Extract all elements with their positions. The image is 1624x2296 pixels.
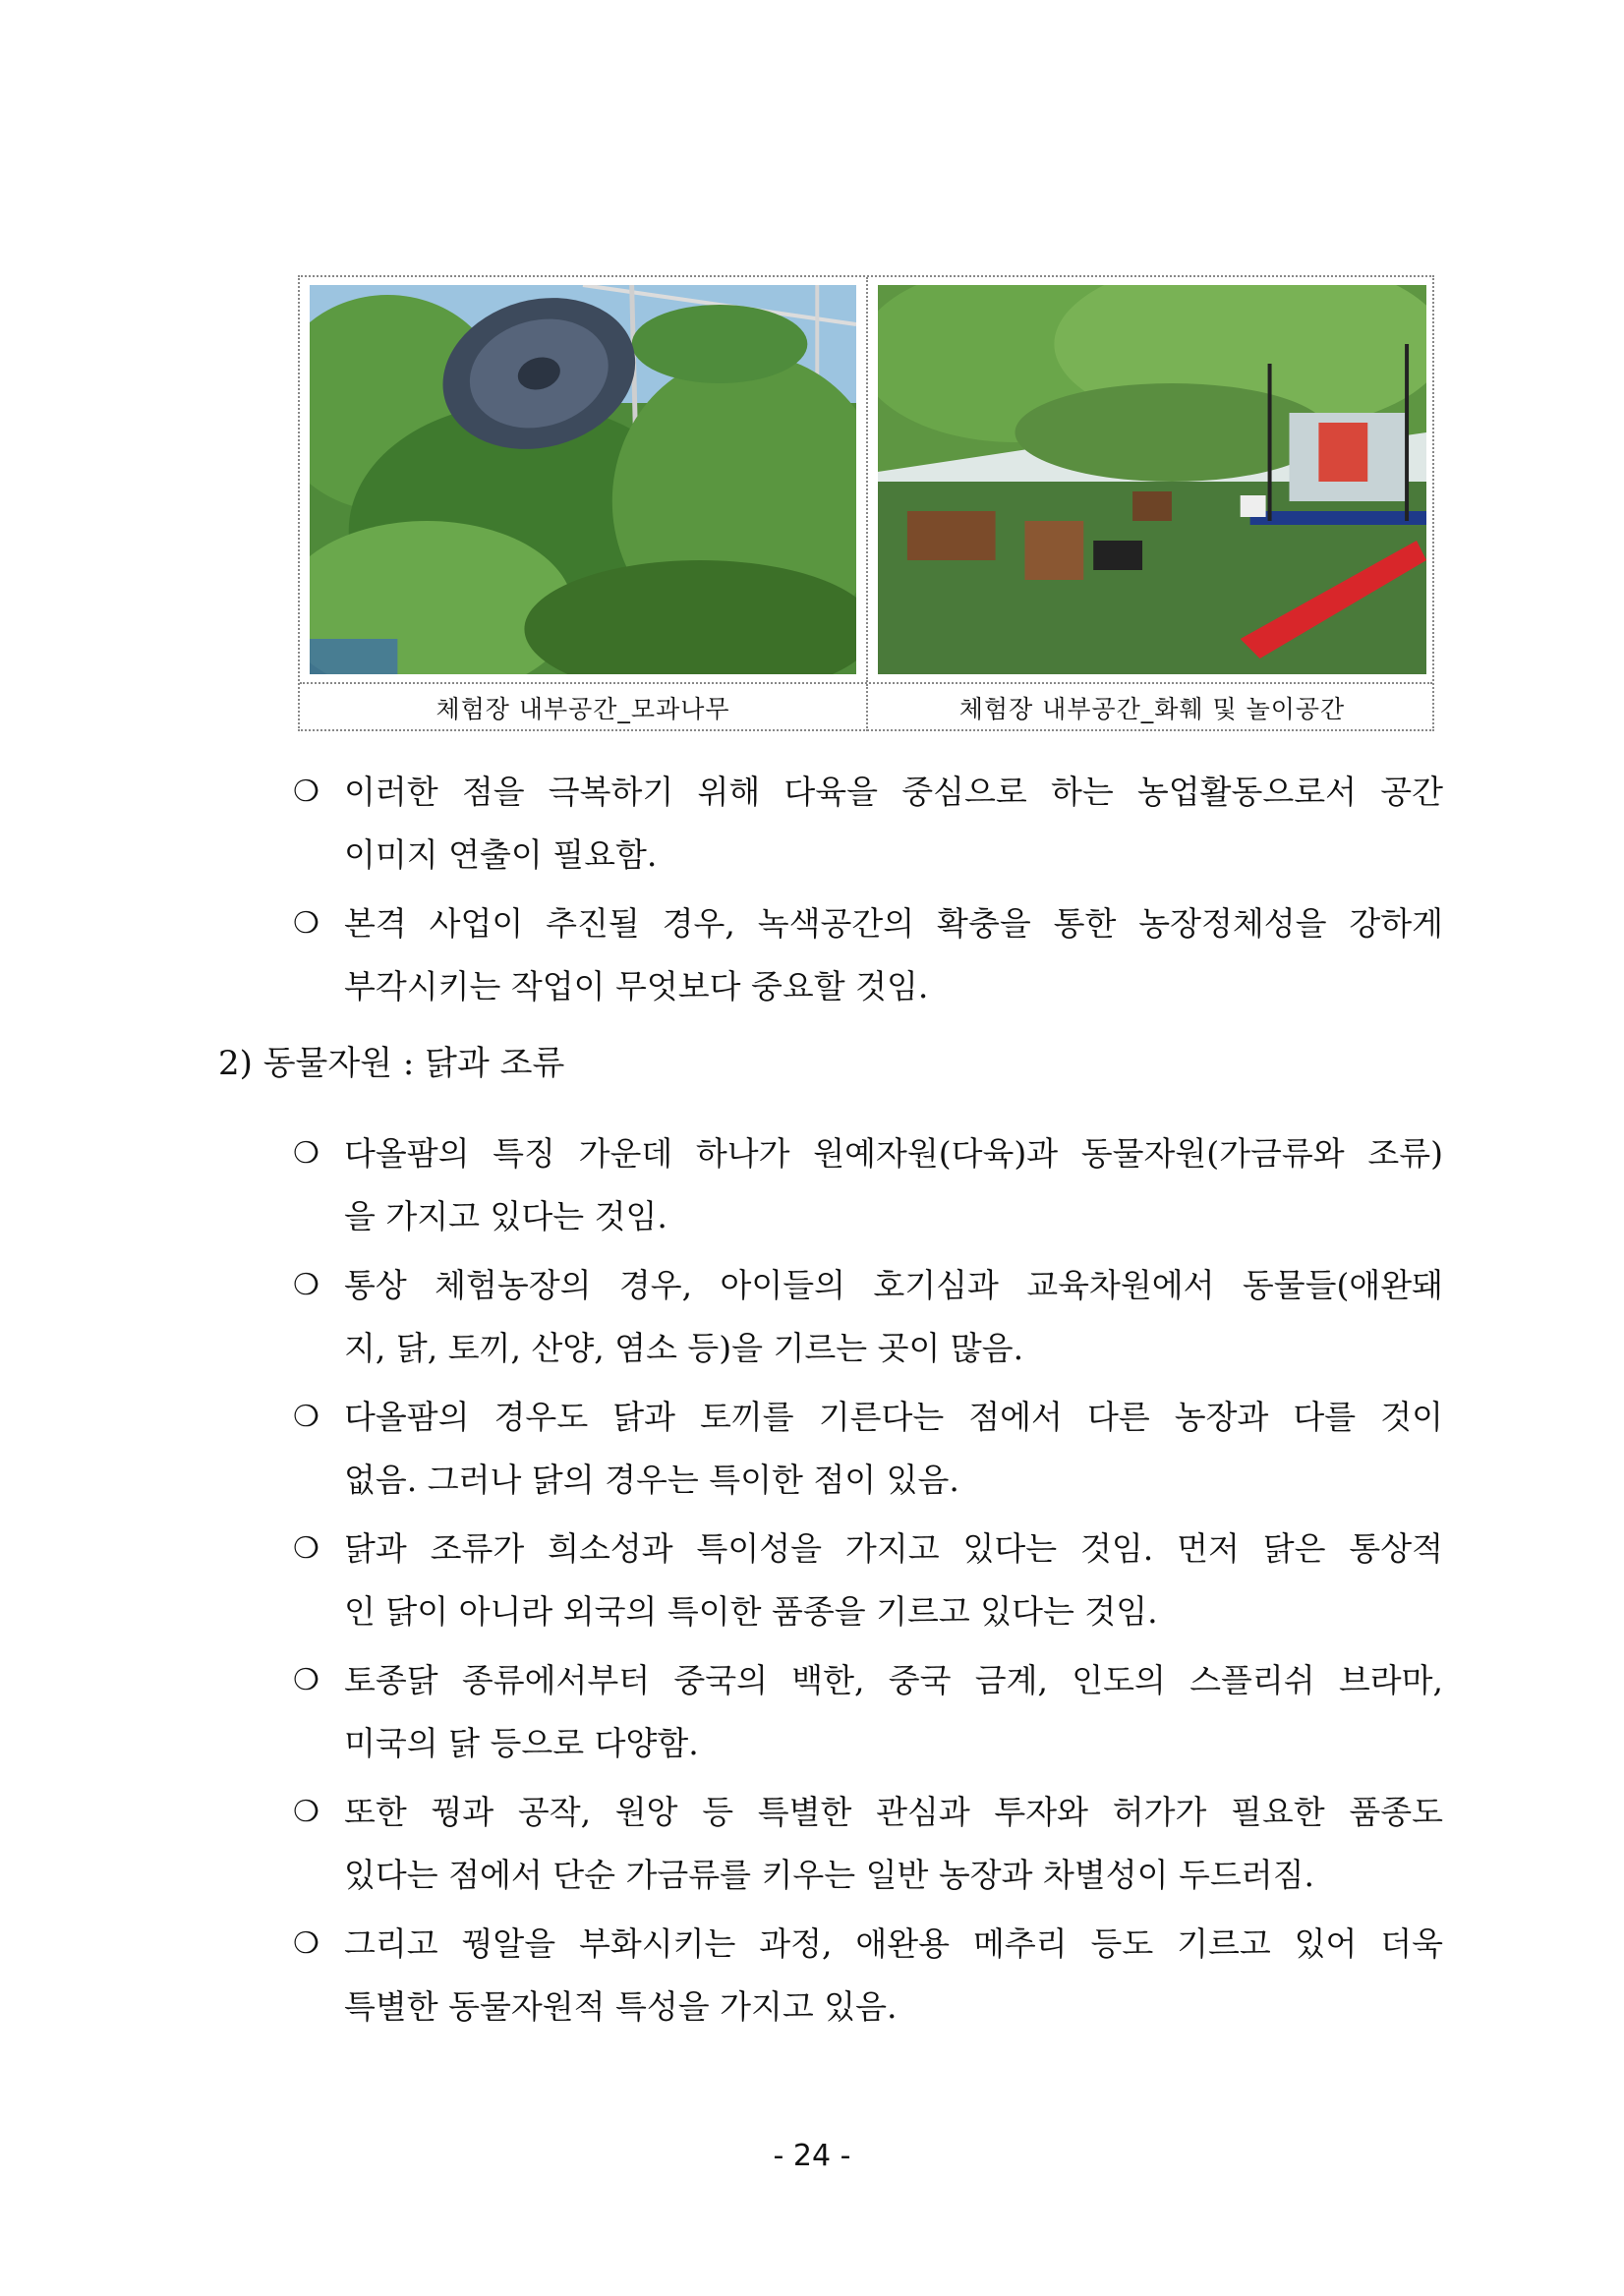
- bullet-circle-icon: ❍: [293, 906, 319, 941]
- playground-photo: [878, 285, 1426, 674]
- bullet-text: 부각시키는 작업이 무엇보다 중요할 것임.: [344, 967, 929, 1005]
- bullet-item: [293, 761, 1443, 887]
- photo-cell-quince: [300, 277, 868, 682]
- bullet-circle-icon: ❍: [293, 1663, 319, 1697]
- bullet-text: 특별한 동물자원적 특성을 가지고 있음.: [344, 1987, 898, 2026]
- photo-table: [298, 275, 1434, 731]
- bullet-item: [293, 1254, 1443, 1380]
- bullet-circle-icon: ❍: [293, 1926, 319, 1961]
- bullet-item: [293, 892, 1443, 1018]
- caption-quince: 체험장 내부공간_모과나무: [300, 684, 868, 731]
- page-number: - 24 -: [773, 2139, 851, 2173]
- bullet-item: [293, 1781, 1443, 1907]
- bullet-item: [293, 1913, 1443, 2038]
- bullet-text: 닭과 조류가 희소성과 특이성을 가지고 있다는 것임. 먼저 닭은 통상적: [344, 1529, 1443, 1568]
- bullet-circle-icon: ❍: [293, 1531, 319, 1566]
- bullet-circle-icon: ❍: [293, 1136, 319, 1171]
- bullet-text: 없음. 그러나 닭의 경우는 특이한 점이 있음.: [344, 1461, 959, 1499]
- bullet-text: 토종닭 종류에서부터 중국의 백한, 중국 금계, 인도의 스플리쉬 브라마,: [344, 1661, 1443, 1699]
- bullet-text: 그리고 꿩알을 부화시키는 과정, 애완용 메추리 등도 기르고 있어 더욱: [344, 1924, 1443, 1963]
- caption-row: [300, 682, 1432, 731]
- bullet-circle-icon: ❍: [293, 775, 319, 809]
- bullet-circle-icon: ❍: [293, 1268, 319, 1302]
- bullet-text: 있다는 점에서 단순 가금류를 키우는 일반 농장과 차별성이 두드러짐.: [344, 1856, 1314, 1894]
- bullet-text: 인 닭이 아니라 외국의 특이한 품종을 기르고 있다는 것임.: [344, 1592, 1158, 1631]
- bullet-text: 본격 사업이 추진될 경우, 녹색공간의 확충을 통한 농장정체성을 강하게: [344, 904, 1443, 943]
- bullet-circle-icon: ❍: [293, 1400, 319, 1434]
- bullet-item: [293, 1518, 1443, 1643]
- bullet-text: 또한 꿩과 공작, 원앙 등 특별한 관심과 투자와 허가가 필요한 품종도: [344, 1793, 1443, 1831]
- caption-playground: 체험장 내부공간_화훼 및 놀이공간: [958, 695, 1346, 723]
- quince-tree-photo: [310, 285, 856, 674]
- photo-cell-playground: [868, 277, 1436, 682]
- bullet-text: 다올팜의 경우도 닭과 토끼를 기른다는 점에서 다른 농장과 다를 것이: [344, 1398, 1443, 1436]
- bullet-text: 을 가지고 있다는 것임.: [344, 1197, 667, 1235]
- bullet-list-animals: [293, 1122, 1443, 2038]
- bullet-list-top: [293, 761, 1443, 1018]
- bullet-text: 이러한 점을 극복하기 위해 다육을 중심으로 하는 농업활동으로서 공간: [344, 773, 1443, 811]
- bullet-circle-icon: ❍: [293, 1795, 319, 1829]
- bullet-text: 통상 체험농장의 경우, 아이들의 호기심과 교육차원에서 동물들(애완돼: [344, 1266, 1443, 1304]
- bullet-item: [293, 1386, 1443, 1512]
- bullet-text: 미국의 닭 등으로 다양함.: [344, 1724, 699, 1762]
- bullet-text: 이미지 연출이 필요함.: [344, 835, 658, 874]
- bullet-text: 지, 닭, 토끼, 산양, 염소 등)을 기르는 곳이 많음.: [344, 1329, 1024, 1367]
- bullet-item: [293, 1649, 1443, 1775]
- bullet-item: [293, 1122, 1443, 1248]
- section-heading: 2) 동물자원 : 닭과 조류: [218, 1044, 565, 1083]
- bullet-text: 다올팜의 특징 가운데 하나가 원예자원(다육)과 동물자원(가금류와 조류): [344, 1134, 1443, 1173]
